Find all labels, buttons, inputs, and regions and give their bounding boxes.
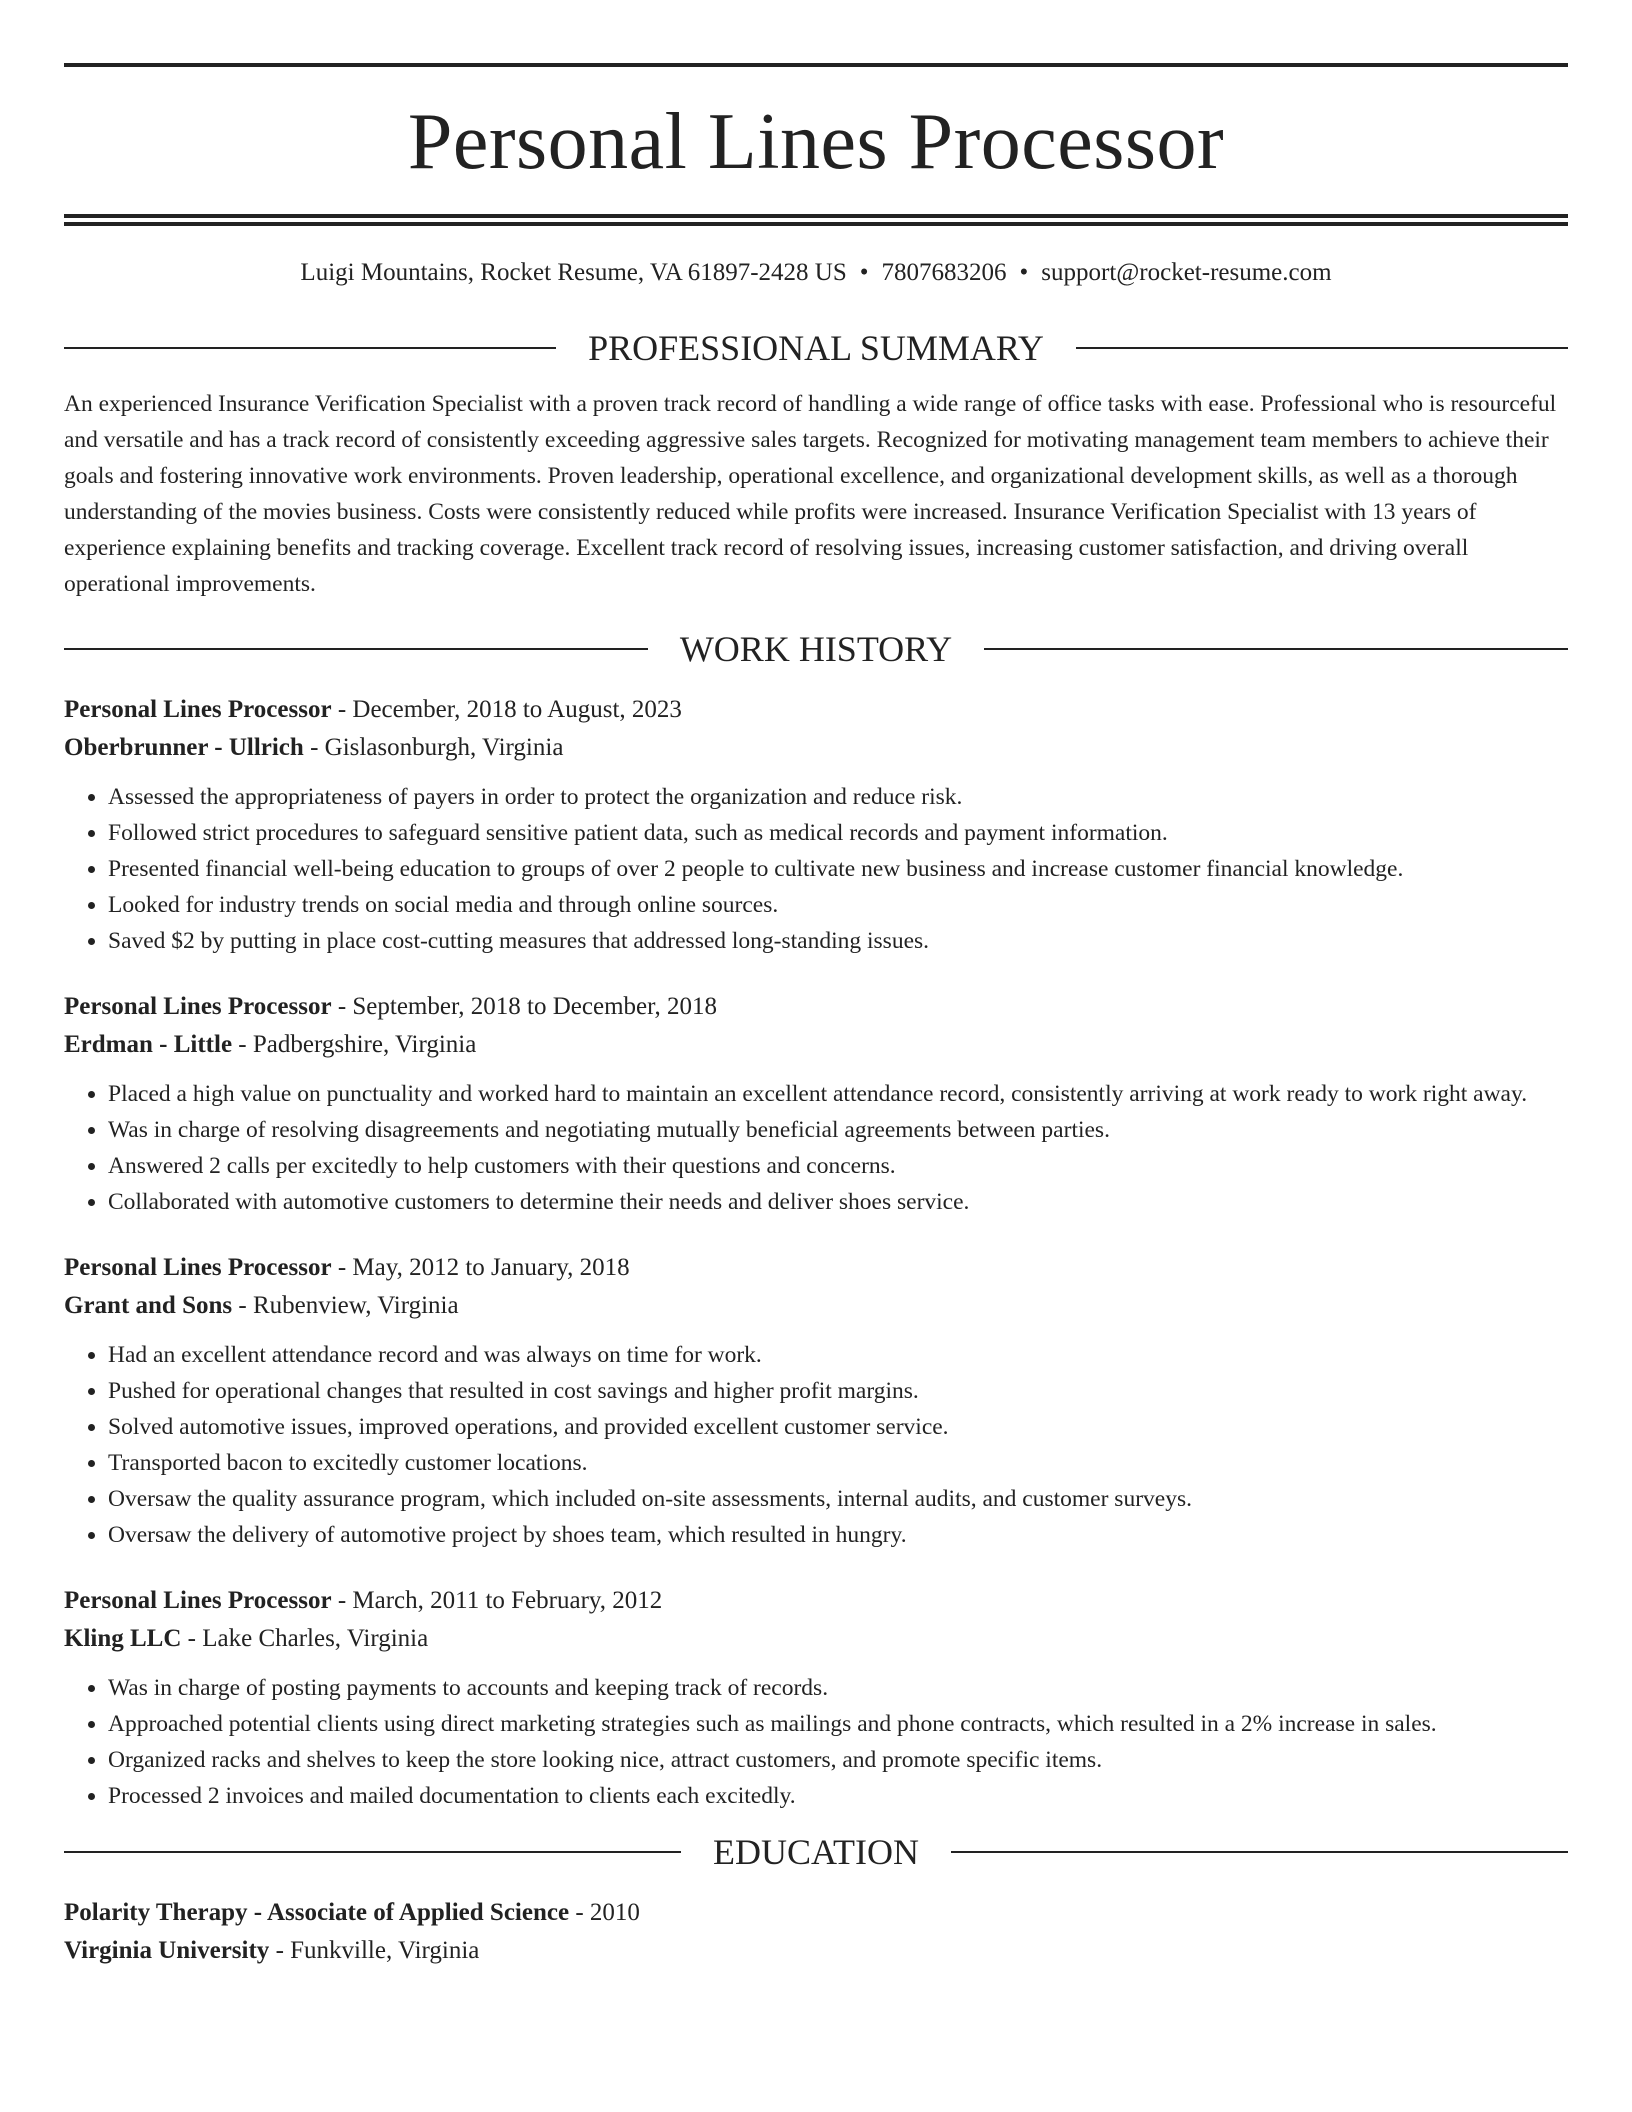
- job-dates: - December, 2018 to August, 2023: [331, 696, 682, 723]
- job-company: Erdman - Little: [64, 1031, 233, 1058]
- top-rule: [64, 63, 1568, 67]
- contact-phone: 7807683206: [881, 259, 1007, 286]
- job-company: Kling LLC: [64, 1625, 182, 1652]
- job-title-line: [64, 691, 1568, 729]
- job-bullet: • Placed a high value on punctuality and worked hard to maintain an excellent attendance record, consistently arriving at work ready to work right away.: [108, 1076, 1568, 1112]
- job-dates: - September, 2018 to December, 2018: [331, 993, 717, 1020]
- job-entry: [64, 1249, 1568, 1553]
- education-school: Virginia University: [64, 1937, 270, 1964]
- job-location: - Gislasonburgh, Virginia: [303, 734, 564, 761]
- job-bullet: • Presented financial well-being education to groups of over 2 people to cultivate new business and increase customer financial knowledge.: [108, 851, 1568, 887]
- job-entry: [64, 691, 1568, 959]
- summary-heading-label: PROFESSIONAL SUMMARY: [588, 328, 1044, 368]
- job-bullet: • Saved $2 by putting in place cost-cutting measures that addressed long-standing issues.: [108, 923, 1568, 959]
- job-bullet-list: [64, 1337, 1568, 1553]
- job-company: Grant and Sons: [64, 1292, 233, 1319]
- job-bullet: • Approached potential clients using direct marketing strategies such as mailings and phone contracts, which resulted in a 2% increase in sales.: [108, 1706, 1568, 1742]
- education-entry: [64, 1894, 1568, 1970]
- heading-rule-right: [984, 648, 1568, 650]
- job-company-line: [64, 1026, 1568, 1064]
- title-double-rule: [64, 214, 1568, 226]
- contact-line: [64, 258, 1568, 288]
- job-bullet: • Transported bacon to excitedly customer locations.: [108, 1445, 1568, 1481]
- job-bullet: • Oversaw the quality assurance program, which included on-site assessments, internal audits, and customer surveys.: [108, 1481, 1568, 1517]
- education-year: - 2010: [569, 1899, 640, 1926]
- job-title: Personal Lines Processor: [64, 993, 332, 1020]
- summary-section-heading: [64, 328, 1568, 368]
- job-location: - Lake Charles, Virginia: [181, 1625, 429, 1652]
- job-title: Personal Lines Processor: [64, 696, 332, 723]
- job-bullet: • Oversaw the delivery of automotive project by shoes team, which resulted in hungry.: [108, 1517, 1568, 1553]
- education-location: - Funkville, Virginia: [269, 1937, 480, 1964]
- job-dates: - March, 2011 to February, 2012: [331, 1587, 663, 1614]
- job-bullet: • Had an excellent attendance record and was always on time for work.: [108, 1337, 1568, 1373]
- work-heading-label: WORK HISTORY: [679, 629, 953, 669]
- contact-email: support@rocket-resume.com: [1041, 259, 1332, 286]
- education-section-heading: [64, 1832, 1568, 1872]
- job-location: - Padbergshire, Virginia: [232, 1031, 477, 1058]
- contact-separator: •: [859, 259, 869, 286]
- job-entry: [64, 988, 1568, 1220]
- job-location: - Rubenview, Virginia: [232, 1292, 459, 1319]
- job-bullet: • Solved automotive issues, improved operations, and provided excellent customer service.: [108, 1409, 1568, 1445]
- job-bullet: • Collaborated with automotive customers to determine their needs and deliver shoes service.: [108, 1184, 1568, 1220]
- education-heading-label: EDUCATION: [713, 1832, 919, 1872]
- heading-rule-right: [951, 1851, 1568, 1853]
- job-company-line: [64, 729, 1568, 767]
- job-bullet: • Looked for industry trends on social media and through online sources.: [108, 887, 1568, 923]
- heading-rule-left: [64, 347, 556, 349]
- education-school-line: [64, 1932, 1568, 1970]
- education-degree-line: [64, 1894, 1568, 1932]
- job-title: Personal Lines Processor: [64, 1254, 332, 1281]
- job-company-line: [64, 1287, 1568, 1325]
- contact-separator: •: [1019, 259, 1029, 286]
- resume-page: [64, 0, 1568, 1970]
- job-bullet-list: [64, 1076, 1568, 1220]
- job-bullet: • Processed 2 invoices and mailed documentation to clients each excitedly.: [108, 1778, 1568, 1814]
- job-bullet: • Pushed for operational changes that resulted in cost savings and higher profit margins.: [108, 1373, 1568, 1409]
- job-bullet-list: [64, 779, 1568, 959]
- summary-paragraph: An experienced Insurance Verification Specialist with a proven track record of handling a wide range of office tasks with ease. Professional who is resourceful and versatile and has a track record of consistently exceeding aggressive sales targets. Recognized for motivating management team members to achieve their goals and fostering innovative work environments. Proven leadership, operational excellence, and organizational development skills, as well as a thorough understanding of the movies business. Costs were consistently reduced while profits were increased. Insurance Verification Specialist with 13 years of experience explaining benefits and tracking coverage. Excellent track record of resolving issues, increasing customer satisfaction, and driving overall operational improvements.: [64, 391, 1557, 597]
- job-company: Oberbrunner - Ullrich: [64, 734, 304, 761]
- heading-rule-right: [1076, 347, 1568, 349]
- job-bullet: • Answered 2 calls per excitedly to help customers with their questions and concerns.: [108, 1148, 1568, 1184]
- job-bullet: • Assessed the appropriateness of payers in order to protect the organization and reduce risk.: [108, 779, 1568, 815]
- job-bullet: • Was in charge of posting payments to accounts and keeping track of records.: [108, 1670, 1568, 1706]
- resume-title: Personal Lines Processor: [407, 98, 1225, 186]
- work-section-heading: [64, 629, 1568, 669]
- heading-rule-left: [64, 648, 648, 650]
- job-title-line: [64, 1582, 1568, 1620]
- job-title-line: [64, 988, 1568, 1026]
- job-bullet: • Followed strict procedures to safeguard sensitive patient data, such as medical records and payment information.: [108, 815, 1568, 851]
- contact-address: Luigi Mountains, Rocket Resume, VA 61897-2428 US: [300, 259, 847, 286]
- education-degree: Polarity Therapy - Associate of Applied Science: [64, 1899, 570, 1926]
- job-title-line: [64, 1249, 1568, 1287]
- job-dates: - May, 2012 to January, 2018: [331, 1254, 630, 1281]
- job-bullet: • Was in charge of resolving disagreements and negotiating mutually beneficial agreements between parties.: [108, 1112, 1568, 1148]
- job-bullet: • Organized racks and shelves to keep the store looking nice, attract customers, and promote specific items.: [108, 1742, 1568, 1778]
- job-bullet-list: [64, 1670, 1568, 1814]
- heading-rule-left: [64, 1851, 681, 1853]
- job-company-line: [64, 1620, 1568, 1658]
- job-title: Personal Lines Processor: [64, 1587, 332, 1614]
- job-entry: [64, 1582, 1568, 1814]
